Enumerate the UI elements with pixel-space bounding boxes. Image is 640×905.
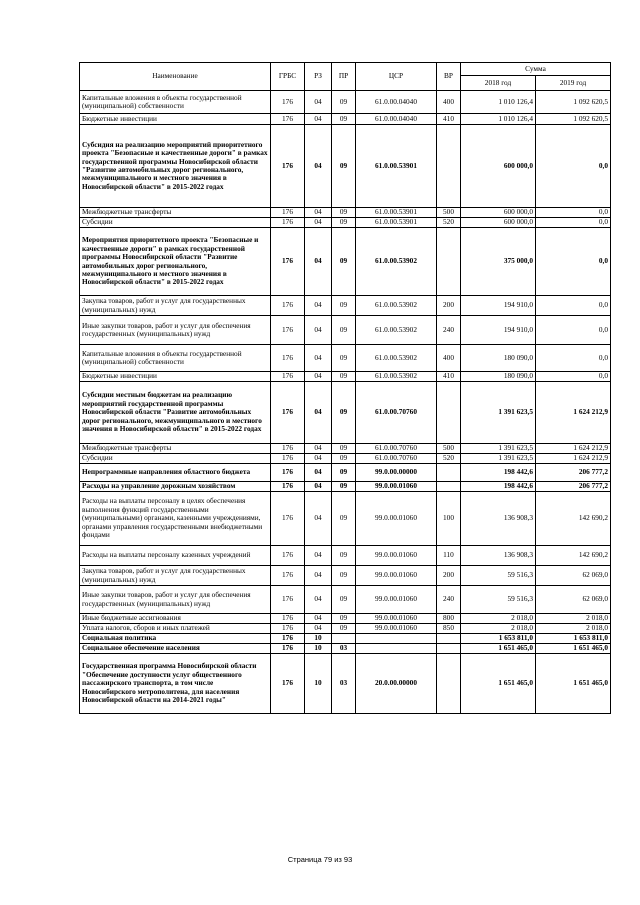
cell-sum-2018: 2 018,0 xyxy=(461,624,536,634)
cell-rz: 04 xyxy=(305,614,332,624)
cell-sum-2018: 59 516,3 xyxy=(461,586,536,614)
table-row xyxy=(80,492,611,546)
cell-vr: 240 xyxy=(437,586,461,614)
cell-grbs: 176 xyxy=(271,444,305,454)
cell-sum-2019: 0,0 xyxy=(536,316,611,345)
cell-rz: 10 xyxy=(305,634,332,644)
cell-vr xyxy=(437,654,461,714)
cell-sum-2019: 1 651 465,0 xyxy=(536,644,611,654)
table-row xyxy=(80,372,611,382)
cell-rz: 04 xyxy=(305,624,332,634)
cell-rz: 04 xyxy=(305,316,332,345)
cell-pr: 09 xyxy=(332,546,356,566)
cell-grbs: 176 xyxy=(271,228,305,296)
cell-name: Непрограммные направления областного бюджета xyxy=(80,464,271,482)
cell-vr: 500 xyxy=(437,208,461,218)
cell-rz: 04 xyxy=(305,454,332,464)
cell-rz: 04 xyxy=(305,218,332,228)
cell-grbs: 176 xyxy=(271,482,305,492)
cell-grbs: 176 xyxy=(271,345,305,372)
cell-name: Субсидия на реализацию мероприятий приоритетного проекта "Безопасные и качественные дороги" в рамках государственной программы Новосибирской области "Развитие автомобильных дорог регионального, межмуниципального и местного значения в Новосибирской области" в 2015-2022 годах xyxy=(80,125,271,208)
cell-pr: 09 xyxy=(332,624,356,634)
table-body xyxy=(80,91,611,714)
table-row xyxy=(80,382,611,444)
cell-csr: 61.0.00.70760 xyxy=(356,454,437,464)
cell-vr xyxy=(437,228,461,296)
cell-rz: 04 xyxy=(305,125,332,208)
cell-pr: 09 xyxy=(332,114,356,125)
cell-rz: 04 xyxy=(305,492,332,546)
cell-csr: 61.0.00.04040 xyxy=(356,114,437,125)
cell-csr: 99.0.00.01060 xyxy=(356,624,437,634)
cell-rz: 04 xyxy=(305,464,332,482)
table-row xyxy=(80,482,611,492)
header-year-2018: 2018 год xyxy=(461,76,536,91)
cell-pr xyxy=(332,634,356,644)
cell-pr: 09 xyxy=(332,482,356,492)
cell-csr: 61.0.00.70760 xyxy=(356,444,437,454)
cell-csr: 61.0.00.53902 xyxy=(356,372,437,382)
cell-csr: 99.0.00.01060 xyxy=(356,566,437,586)
cell-vr: 850 xyxy=(437,624,461,634)
cell-rz: 04 xyxy=(305,482,332,492)
cell-sum-2018: 600 000,0 xyxy=(461,125,536,208)
cell-pr: 09 xyxy=(332,345,356,372)
cell-sum-2019: 206 777,2 xyxy=(536,482,611,492)
header-name: Наименование xyxy=(80,63,271,91)
cell-sum-2018: 194 910,0 xyxy=(461,296,536,316)
cell-sum-2018: 375 000,0 xyxy=(461,228,536,296)
cell-csr: 99.0.00.01060 xyxy=(356,546,437,566)
cell-pr: 09 xyxy=(332,228,356,296)
cell-pr: 09 xyxy=(332,316,356,345)
cell-csr: 99.0.00.01060 xyxy=(356,492,437,546)
cell-vr: 520 xyxy=(437,454,461,464)
header-sum: Сумма xyxy=(461,63,611,76)
cell-name: Субсидии местным бюджетам на реализацию мероприятий государственной программы Новосибирской области "Развитие автомобильных дорог регионального, межмуниципального и местного значения в Новосибирской области" в 2015-2022 годах xyxy=(80,382,271,444)
cell-name: Бюджетные инвестиции xyxy=(80,372,271,382)
cell-grbs: 176 xyxy=(271,492,305,546)
cell-grbs: 176 xyxy=(271,208,305,218)
cell-rz: 04 xyxy=(305,91,332,114)
cell-rz: 10 xyxy=(305,654,332,714)
cell-vr xyxy=(437,482,461,492)
table-row xyxy=(80,454,611,464)
cell-name: Уплата налогов, сборов и иных платежей xyxy=(80,624,271,634)
table-row xyxy=(80,546,611,566)
cell-rz: 04 xyxy=(305,444,332,454)
cell-sum-2018: 59 516,3 xyxy=(461,566,536,586)
cell-name: Расходы на управление дорожным хозяйством xyxy=(80,482,271,492)
cell-vr: 200 xyxy=(437,296,461,316)
cell-pr: 09 xyxy=(332,208,356,218)
cell-sum-2019: 1 624 212,9 xyxy=(536,444,611,454)
cell-sum-2019: 1 624 212,9 xyxy=(536,382,611,444)
header-grbs: ГРБС xyxy=(271,63,305,91)
cell-pr: 03 xyxy=(332,644,356,654)
cell-vr: 410 xyxy=(437,372,461,382)
cell-csr: 61.0.00.53902 xyxy=(356,345,437,372)
cell-pr: 09 xyxy=(332,296,356,316)
cell-name: Субсидии xyxy=(80,454,271,464)
cell-grbs: 176 xyxy=(271,296,305,316)
cell-sum-2019: 0,0 xyxy=(536,345,611,372)
cell-sum-2019: 1 653 811,0 xyxy=(536,634,611,644)
cell-name: Иные бюджетные ассигнования xyxy=(80,614,271,624)
cell-sum-2018: 1 010 126,4 xyxy=(461,114,536,125)
cell-name: Межбюджетные трансферты xyxy=(80,208,271,218)
cell-name: Субсидии xyxy=(80,218,271,228)
cell-name: Расходы на выплаты персоналу в целях обеспечения выполнения функций государственными (муниципальными) органами, казенными учреждениями, органами управления государственными внебюджетными фондами xyxy=(80,492,271,546)
cell-sum-2018: 180 090,0 xyxy=(461,345,536,372)
cell-grbs: 176 xyxy=(271,218,305,228)
table-row xyxy=(80,634,611,644)
table-row xyxy=(80,566,611,586)
table-row xyxy=(80,114,611,125)
cell-sum-2019: 1 092 620,5 xyxy=(536,114,611,125)
cell-sum-2019: 0,0 xyxy=(536,228,611,296)
cell-grbs: 176 xyxy=(271,454,305,464)
cell-sum-2019: 0,0 xyxy=(536,296,611,316)
cell-pr: 09 xyxy=(332,382,356,444)
table-row xyxy=(80,125,611,208)
table-row xyxy=(80,464,611,482)
cell-sum-2019: 62 069,0 xyxy=(536,586,611,614)
header-rz: РЗ xyxy=(305,63,332,91)
cell-rz: 04 xyxy=(305,345,332,372)
cell-grbs: 176 xyxy=(271,91,305,114)
cell-sum-2019: 1 092 620,5 xyxy=(536,91,611,114)
cell-csr: 61.0.00.53901 xyxy=(356,218,437,228)
cell-sum-2019: 142 690,2 xyxy=(536,492,611,546)
cell-sum-2019: 1 651 465,0 xyxy=(536,654,611,714)
cell-rz: 04 xyxy=(305,372,332,382)
cell-csr: 99.0.00.01060 xyxy=(356,482,437,492)
cell-pr: 09 xyxy=(332,614,356,624)
cell-vr: 410 xyxy=(437,114,461,125)
cell-pr: 09 xyxy=(332,444,356,454)
cell-grbs: 176 xyxy=(271,382,305,444)
cell-grbs: 176 xyxy=(271,372,305,382)
cell-pr: 09 xyxy=(332,454,356,464)
cell-grbs: 176 xyxy=(271,464,305,482)
cell-csr: 61.0.00.53902 xyxy=(356,296,437,316)
cell-sum-2019: 1 624 212,9 xyxy=(536,454,611,464)
cell-pr: 09 xyxy=(332,125,356,208)
table-row xyxy=(80,208,611,218)
cell-csr: 61.0.00.70760 xyxy=(356,382,437,444)
table-row xyxy=(80,218,611,228)
cell-grbs: 176 xyxy=(271,125,305,208)
cell-grbs: 176 xyxy=(271,634,305,644)
cell-vr: 800 xyxy=(437,614,461,624)
cell-name: Мероприятия приоритетного проекта "Безопасные и качественные дороги" в рамках государственной программы Новосибирской области "Развитие автомобильных дорог регионального, межмуниципального и местного значения в Новосибирской области" в 2015-2022 годах xyxy=(80,228,271,296)
table-row xyxy=(80,644,611,654)
cell-sum-2018: 1 010 126,4 xyxy=(461,91,536,114)
cell-sum-2019: 2 018,0 xyxy=(536,614,611,624)
cell-sum-2018: 136 908,3 xyxy=(461,492,536,546)
cell-name: Иные закупки товаров, работ и услуг для обеспечения государственных (муниципальных) нужд xyxy=(80,316,271,345)
cell-pr: 09 xyxy=(332,218,356,228)
cell-vr: 240 xyxy=(437,316,461,345)
cell-rz: 04 xyxy=(305,208,332,218)
cell-sum-2018: 1 653 811,0 xyxy=(461,634,536,644)
cell-vr: 500 xyxy=(437,444,461,454)
cell-sum-2018: 136 908,3 xyxy=(461,546,536,566)
table-row xyxy=(80,91,611,114)
cell-sum-2019: 0,0 xyxy=(536,208,611,218)
cell-grbs: 176 xyxy=(271,586,305,614)
cell-name: Социальная политика xyxy=(80,634,271,644)
cell-rz: 04 xyxy=(305,296,332,316)
cell-sum-2019: 0,0 xyxy=(536,125,611,208)
cell-vr: 520 xyxy=(437,218,461,228)
cell-sum-2018: 600 000,0 xyxy=(461,218,536,228)
cell-pr: 03 xyxy=(332,654,356,714)
cell-sum-2018: 198 442,6 xyxy=(461,464,536,482)
cell-csr: 61.0.00.53902 xyxy=(356,228,437,296)
table-header xyxy=(80,63,611,91)
cell-csr: 99.0.00.01060 xyxy=(356,614,437,624)
cell-sum-2018: 1 651 465,0 xyxy=(461,644,536,654)
cell-csr: 61.0.00.04040 xyxy=(356,91,437,114)
cell-vr xyxy=(437,644,461,654)
cell-grbs: 176 xyxy=(271,644,305,654)
cell-name: Расходы на выплаты персоналу казенных учреждений xyxy=(80,546,271,566)
header-csr: ЦСР xyxy=(356,63,437,91)
table-row xyxy=(80,296,611,316)
cell-grbs: 176 xyxy=(271,614,305,624)
cell-vr xyxy=(437,464,461,482)
cell-vr: 100 xyxy=(437,492,461,546)
cell-pr: 09 xyxy=(332,586,356,614)
cell-pr: 09 xyxy=(332,566,356,586)
cell-csr xyxy=(356,644,437,654)
cell-vr xyxy=(437,382,461,444)
cell-pr: 09 xyxy=(332,91,356,114)
cell-name: Капитальные вложения в объекты государственной (муниципальной) собственности xyxy=(80,91,271,114)
cell-sum-2018: 1 651 465,0 xyxy=(461,654,536,714)
cell-name: Межбюджетные трансферты xyxy=(80,444,271,454)
cell-name: Иные закупки товаров, работ и услуг для обеспечения государственных (муниципальных) нужд xyxy=(80,586,271,614)
header-year-2019: 2019 год xyxy=(536,76,611,91)
cell-grbs: 176 xyxy=(271,316,305,345)
table-row xyxy=(80,345,611,372)
cell-csr xyxy=(356,634,437,644)
cell-sum-2019: 2 018,0 xyxy=(536,624,611,634)
table-row xyxy=(80,654,611,714)
cell-sum-2019: 142 690,2 xyxy=(536,546,611,566)
cell-grbs: 176 xyxy=(271,566,305,586)
cell-csr: 20.0.00.00000 xyxy=(356,654,437,714)
cell-vr: 400 xyxy=(437,345,461,372)
table-row xyxy=(80,586,611,614)
page-number: Страница 79 из 93 xyxy=(287,855,353,864)
cell-csr: 61.0.00.53901 xyxy=(356,125,437,208)
table-row xyxy=(80,228,611,296)
cell-name: Социальное обеспечение населения xyxy=(80,644,271,654)
cell-rz: 04 xyxy=(305,228,332,296)
cell-vr: 400 xyxy=(437,91,461,114)
cell-csr: 61.0.00.53901 xyxy=(356,208,437,218)
cell-grbs: 176 xyxy=(271,546,305,566)
cell-vr: 200 xyxy=(437,566,461,586)
table-row xyxy=(80,316,611,345)
cell-sum-2019: 62 069,0 xyxy=(536,566,611,586)
cell-name: Капитальные вложения в объекты государственной (муниципальной) собственности xyxy=(80,345,271,372)
cell-sum-2018: 1 391 623,5 xyxy=(461,454,536,464)
cell-rz: 04 xyxy=(305,114,332,125)
cell-sum-2018: 194 910,0 xyxy=(461,316,536,345)
cell-vr xyxy=(437,634,461,644)
table-row xyxy=(80,614,611,624)
cell-sum-2019: 206 777,2 xyxy=(536,464,611,482)
cell-vr xyxy=(437,125,461,208)
cell-sum-2018: 1 391 623,5 xyxy=(461,444,536,454)
cell-sum-2018: 2 018,0 xyxy=(461,614,536,624)
cell-name: Закупка товаров, работ и услуг для государственных (муниципальных) нужд xyxy=(80,566,271,586)
cell-sum-2018: 198 442,6 xyxy=(461,482,536,492)
cell-rz: 04 xyxy=(305,566,332,586)
cell-rz: 04 xyxy=(305,546,332,566)
cell-grbs: 176 xyxy=(271,114,305,125)
cell-rz: 04 xyxy=(305,382,332,444)
cell-sum-2018: 600 000,0 xyxy=(461,208,536,218)
cell-csr: 61.0.00.53902 xyxy=(356,316,437,345)
cell-pr: 09 xyxy=(332,372,356,382)
cell-sum-2018: 1 391 623,5 xyxy=(461,382,536,444)
cell-csr: 99.0.00.01060 xyxy=(356,586,437,614)
table-row xyxy=(80,444,611,454)
cell-name: Государственная программа Новосибирской области "Обеспечение доступности услуг общественного пассажирского транспорта, в том числе Новосибирского метрополитена, для населения Новосибирской области на 2014-2021 годы" xyxy=(80,654,271,714)
cell-grbs: 176 xyxy=(271,654,305,714)
budget-table xyxy=(79,62,611,714)
cell-sum-2018: 180 090,0 xyxy=(461,372,536,382)
cell-pr: 09 xyxy=(332,492,356,546)
table-row xyxy=(80,624,611,634)
cell-name: Бюджетные инвестиции xyxy=(80,114,271,125)
header-vr: ВР xyxy=(437,63,461,91)
cell-sum-2019: 0,0 xyxy=(536,372,611,382)
cell-name: Закупка товаров, работ и услуг для государственных (муниципальных) нужд xyxy=(80,296,271,316)
cell-rz: 10 xyxy=(305,644,332,654)
cell-vr: 110 xyxy=(437,546,461,566)
header-pr: ПР xyxy=(332,63,356,91)
cell-sum-2019: 0,0 xyxy=(536,218,611,228)
cell-pr: 09 xyxy=(332,464,356,482)
cell-csr: 99.0.00.00000 xyxy=(356,464,437,482)
cell-grbs: 176 xyxy=(271,624,305,634)
cell-rz: 04 xyxy=(305,586,332,614)
